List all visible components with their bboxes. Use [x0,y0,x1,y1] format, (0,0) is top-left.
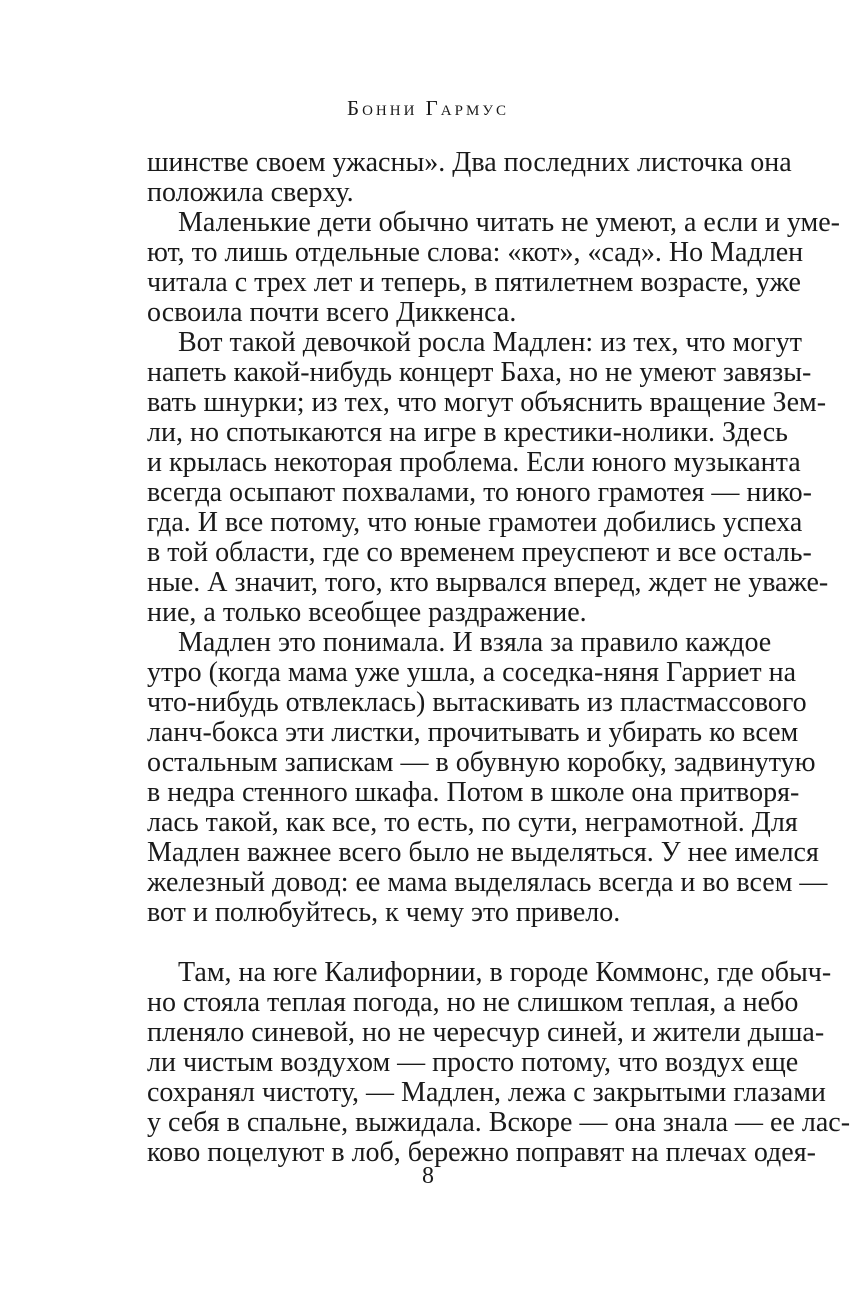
text-line: лась такой, как все, то есть, по сути, неграмотной. Для [147,807,798,838]
text-line: пленяло синевой, но не чересчур синей, и жители дыша- [147,1017,825,1048]
text-line: железный довод: ее мама выделялась всегда и во всем — [147,867,828,898]
text-line: ние, а только всеобщее раздражение. [147,597,587,628]
text-line: ные. А значит, того, кто вырвался вперед, ждет не уваже- [147,567,829,598]
text-line: напеть какой-нибудь концерт Баха, но не умеют завязы- [147,357,812,388]
text-line: у себя в спальне, выжидала. Вскоре — она знала — ее лас- [147,1107,851,1138]
text-line: шинстве своем ужасны». Два последних листочка она [147,147,792,178]
text-line: читала с трех лет и теперь, в пятилетнем возрасте, уже [147,267,801,298]
text-line: вот и полюбуйтесь, к чему это привело. [147,897,621,928]
text-line: Вот такой девочкой росла Мадлен: из тех, что могут [178,327,802,358]
text-line: вать шнурки; из тех, что могут объяснить вращение Зем- [147,387,827,418]
text-line: ланч-бокса эти листки, прочитывать и убирать ко всем [147,717,799,748]
text-line: ли, но спотыкаются на игре в крестики-нолики. Здесь [147,417,788,448]
text-line: Мадлен важнее всего было не выделяться. У нее имелся [147,837,819,868]
text-line: Маленькие дети обычно читать не умеют, а если и уме- [178,207,841,238]
text-line: освоила почти всего Диккенса. [147,297,517,328]
text-line: положила сверху. [147,177,354,208]
text-line: в недра стенного шкафа. Потом в школе она притворя- [147,777,800,808]
text-line: но стояла теплая погода, но не слишком теплая, а небо [147,987,799,1018]
page-number: 8 [422,1163,434,1189]
text-line: остальным запискам — в обувную коробку, задвинутую [147,747,816,778]
text-line: и крылась некоторая проблема. Если юного музыканта [147,447,801,478]
text-line: в той области, где со временем преуспеют и все осталь- [147,537,812,568]
text-line: ют, то лишь отдельные слова: «кот», «сад». Но Мадлен [147,237,804,268]
text-line: утро (когда мама уже ушла, а соседка-няня Гарриет на [147,657,797,688]
text-line: Мадлен это понимала. И взяла за правило каждое [178,627,772,658]
text-line: сохранял чистоту, — Мадлен, лежа с закрытыми глазами [147,1077,826,1108]
running-head: Бонни Гармус [347,96,509,120]
text-line: ково поцелуют в лоб, бережно поправят на плечах одея- [147,1137,816,1168]
text-line: всегда осыпают похвалами, то юного грамотея — нико- [147,477,812,508]
text-line: ли чистым воздухом — просто потому, что воздух еще [147,1047,799,1078]
text-line: Там, на юге Калифорнии, в городе Коммонс, где обыч- [178,957,832,988]
text-line: что-нибудь отвлеклась) вытаскивать из пластмассового [147,687,807,718]
text-line: гда. И все потому, что юные грамотеи добились успеха [147,507,803,538]
